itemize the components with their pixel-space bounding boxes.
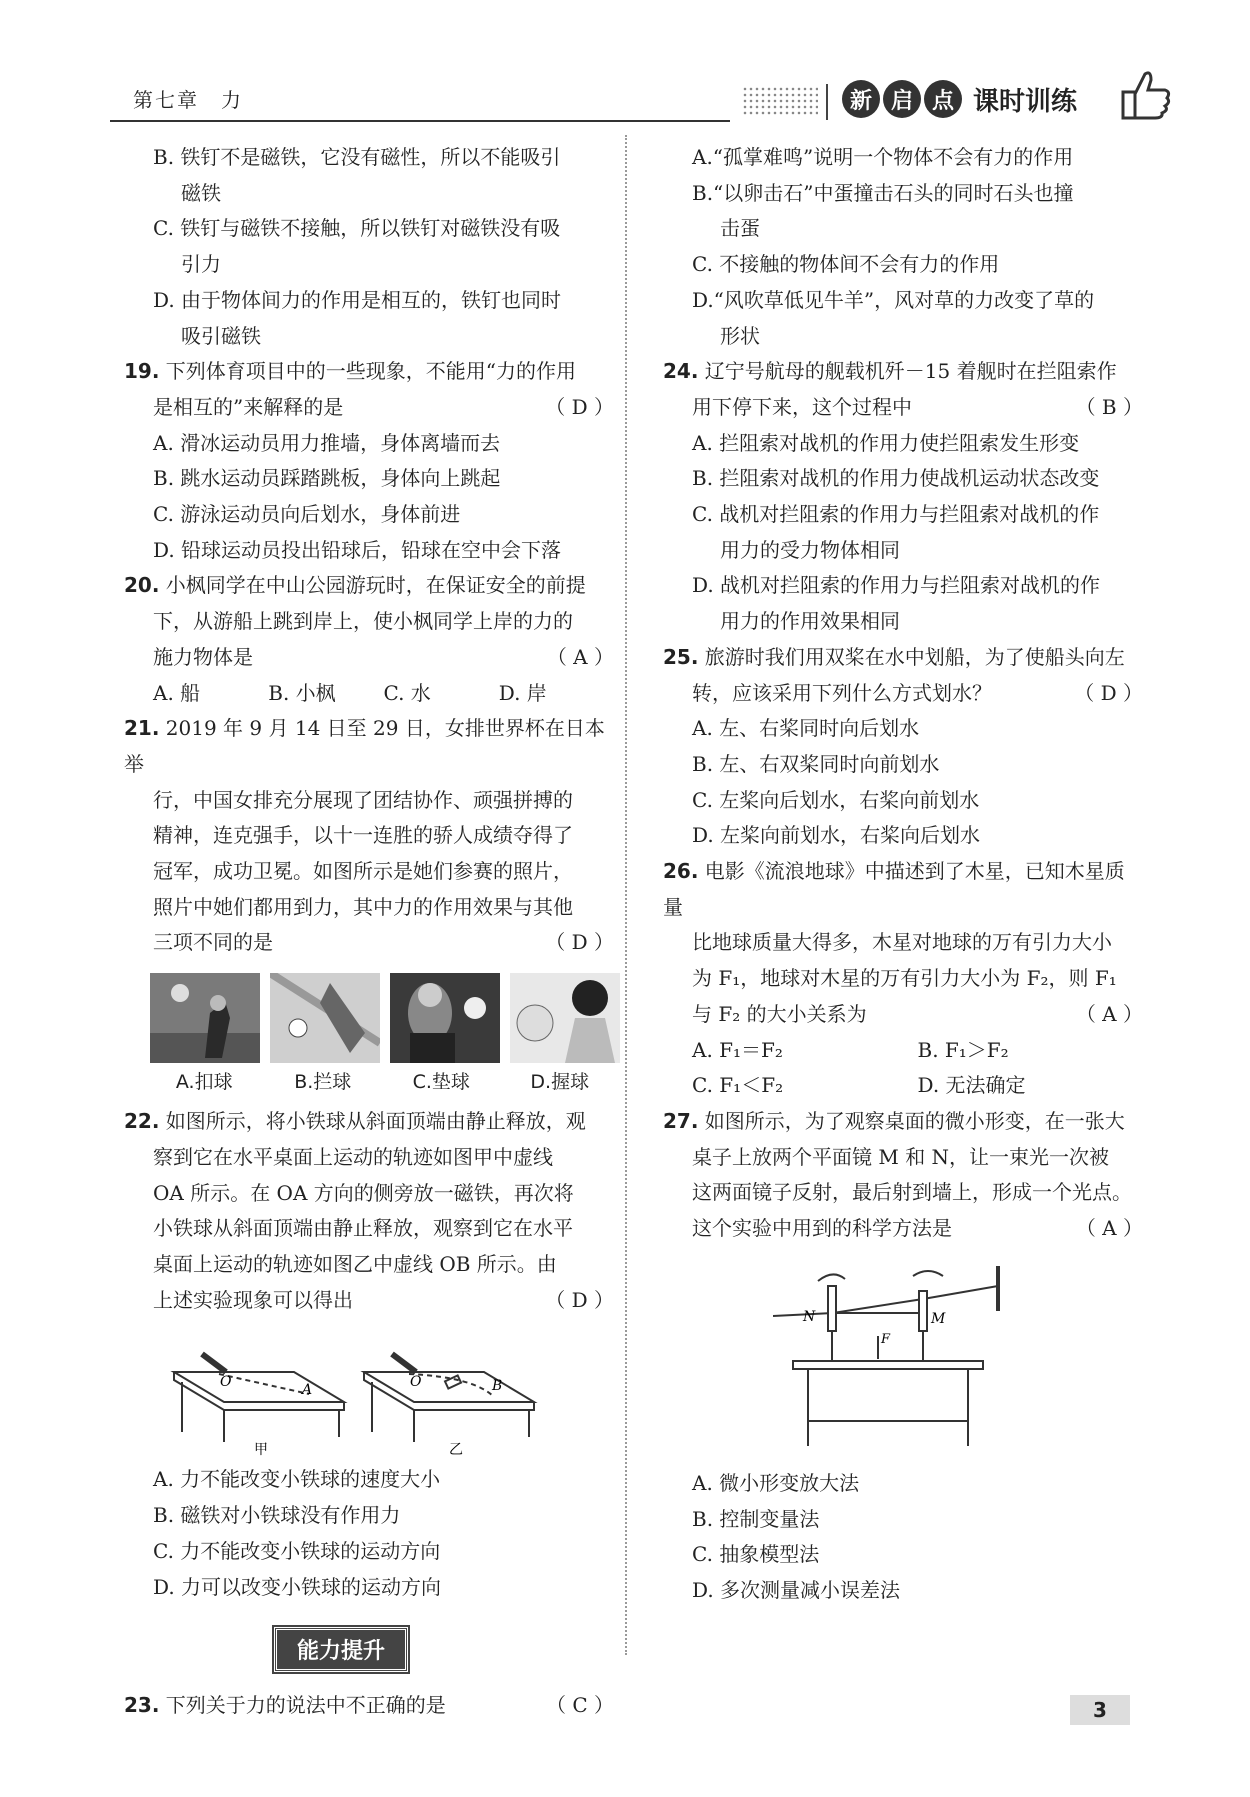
caption-a: A.扣球	[175, 1071, 233, 1094]
q25-option: C. 左桨向后划水，右桨向前划水	[692, 787, 980, 812]
q18-option-d-cont: 吸引磁铁	[181, 323, 261, 348]
header-divider	[826, 84, 828, 120]
q22-option: D. 力可以改变小铁球的运动方向	[153, 1574, 442, 1599]
q19-option: C. 游泳运动员向后划水，身体前进	[153, 502, 461, 527]
q26-stem-line: 比地球质量大得多，木星对地球的万有引力大小	[692, 930, 1112, 955]
caption-d: D.握球	[530, 1071, 590, 1094]
q21-stem-line: 冠军，成功卫冕。如图所示是她们参赛的照片，	[153, 859, 573, 884]
question-20	[124, 568, 614, 711]
q25-answer: （ D ）	[1074, 680, 1143, 705]
q20-stem-line: 施力物体是	[153, 644, 253, 669]
chapter-title: 第七章 力	[133, 88, 243, 112]
photo-spike	[150, 973, 260, 1063]
q18-option-b: B. 铁钉不是磁铁，它没有磁性，所以不能吸引	[153, 145, 561, 169]
q24-option: B. 拦阻索对战机的作用力使战机运动状态改变	[692, 466, 1100, 491]
q25-option: B. 左、右双桨同时向前划水	[692, 751, 940, 776]
q19-stem-line: 是相互的”来解释的是	[153, 394, 344, 419]
q18-option-d: D. 由于物体间力的作用是相互的，铁钉也同时	[153, 287, 562, 312]
brand-char-3: 点	[924, 80, 962, 118]
q19-option: B. 跳水运动员踩踏跳板，身体向上跳起	[153, 466, 501, 491]
question-26	[663, 854, 1143, 1104]
q23-option-d: D.“风吹草低见牛羊”，风对草的力改变了草的	[692, 287, 1095, 312]
q22-figure	[164, 1332, 564, 1457]
q22-number: 22.	[124, 1109, 160, 1134]
q23-option-b-cont: 击蛋	[720, 216, 760, 241]
q26-answer: （ A ）	[1075, 1001, 1143, 1026]
question-21	[124, 711, 614, 1094]
q22-option: C. 力不能改变小铁球的运动方向	[153, 1538, 441, 1563]
q22-label-o: O	[410, 1374, 422, 1391]
q27-answer: （ A ）	[1075, 1216, 1143, 1241]
thumbs-up-icon	[1115, 66, 1175, 122]
header-rule	[110, 120, 730, 122]
q27-number: 27.	[663, 1108, 699, 1133]
q18-option-c-cont: 引力	[181, 252, 221, 277]
q26-option: C. F₁＜F₂	[692, 1073, 784, 1098]
q22-option: A. 力不能改变小铁球的速度大小	[153, 1467, 441, 1492]
q22-stem-line: 小铁球从斜面顶端由静止释放，观察到它在水平	[153, 1216, 573, 1241]
q26-stem-line: 与 F₂ 的大小关系为	[692, 1001, 867, 1026]
q20-option: D. 岸	[498, 680, 547, 705]
q27-stem-line: 这两面镜子反射，最后射到墙上，形成一个光点。	[692, 1180, 1132, 1205]
right-column	[663, 140, 1143, 1609]
question-25	[663, 640, 1143, 854]
q20-option: C. 水	[383, 680, 431, 705]
q19-option: A. 滑冰运动员用力推墙，身体离墙而去	[153, 430, 501, 455]
brand-tail: 课时训练	[973, 86, 1078, 117]
caption-b: B.拦球	[294, 1071, 352, 1094]
q23-option-c: C. 不接触的物体间不会有力的作用	[692, 252, 1000, 277]
q20-option: B. 小枫	[268, 680, 336, 705]
q27-stem-line: 这个实验中用到的科学方法是	[692, 1216, 952, 1241]
question-22	[124, 1104, 614, 1605]
q21-stem-line: 照片中她们都用到力，其中力的作用效果与其他	[153, 894, 573, 919]
q22-stem-line: 察到它在水平桌面上运动的轨迹如图甲中虚线	[153, 1144, 553, 1169]
q23-stem-line: 下列关于力的说法中不正确的是	[165, 1693, 446, 1718]
q19-number: 19.	[124, 359, 160, 384]
question-23	[124, 1688, 614, 1724]
q25-option: A. 左、右桨同时向后划水	[692, 716, 920, 741]
question-19	[124, 354, 614, 568]
page-number: 3	[1070, 1695, 1130, 1725]
q24-option-cont: 用力的作用效果相同	[720, 609, 900, 634]
q23-number: 23.	[124, 1693, 160, 1718]
q26-option: B. F₁＞F₂	[917, 1037, 1009, 1062]
q22-option: B. 磁铁对小铁球没有作用力	[153, 1503, 401, 1528]
photo-hold	[510, 973, 620, 1063]
q22-stem-line: 如图所示，将小铁球从斜面顶端由静止释放，观	[165, 1109, 586, 1134]
q20-stem-line: 下，从游船上跳到岸上，使小枫同学上岸的力的	[153, 609, 573, 634]
q25-option: D. 左桨向前划水，右桨向后划水	[692, 823, 981, 848]
q19-stem-line: 下列体育项目中的一些现象，不能用“力的作用	[165, 359, 577, 384]
q24-answer: （ B ）	[1075, 394, 1143, 419]
q21-stem-line: 三项不同的是	[153, 930, 273, 955]
q27-stem-line: 如图所示，为了观察桌面的微小形变，在一张大	[704, 1108, 1125, 1133]
q19-answer: （ D ）	[545, 394, 614, 419]
q27-figure	[773, 1261, 1013, 1451]
q26-option: A. F₁＝F₂	[692, 1037, 783, 1062]
section-heading: 能力提升	[274, 1627, 408, 1672]
q26-options-row	[663, 1033, 1143, 1069]
brand-char-2: 启	[883, 80, 921, 118]
q27-stem-line: 桌子上放两个平面镜 M 和 N，让一束光一次被	[692, 1144, 1110, 1169]
q25-stem-line: 转，应该采用下列什么方式划水？	[692, 680, 992, 705]
q24-number: 24.	[663, 359, 699, 384]
q20-stem-line: 小枫同学在中山公园游玩时，在保证安全的前提	[165, 573, 586, 598]
q27-option: B. 控制变量法	[692, 1506, 820, 1531]
q27-label-m: M	[931, 1310, 946, 1327]
q20-answer: （ A ）	[546, 644, 614, 669]
q24-option: C. 战机对拦阻索的作用力与拦阻索对战机的作	[692, 502, 1100, 527]
q21-stem-line: 精神，连克强手，以十一连胜的骄人成绩夺得了	[153, 823, 573, 848]
q22-stem-line: 上述实验现象可以得出	[153, 1287, 353, 1312]
brand-logo	[842, 80, 1077, 118]
q21-number: 21.	[124, 716, 160, 741]
q22-label-o: O	[220, 1374, 232, 1391]
q25-stem-line: 旅游时我们用双桨在水中划船，为了使船头向左	[704, 644, 1125, 669]
q27-option: A. 微小形变放大法	[692, 1470, 860, 1495]
q22-label-a: A	[302, 1382, 313, 1399]
q20-number: 20.	[124, 573, 160, 598]
photo-captions	[150, 1067, 614, 1094]
q21-answer: （ D ）	[545, 930, 614, 955]
q22-fig-label-b: 乙	[449, 1442, 463, 1458]
q20-options	[124, 676, 614, 712]
q22-stem-line: OA 所示。在 OA 方向的侧旁放一磁铁，再次将	[153, 1180, 574, 1205]
q26-stem-line: 电影《流浪地球》中描述到了木星，已知木星质量	[663, 859, 1125, 919]
q27-option: C. 抽象模型法	[692, 1542, 820, 1567]
q20-option: A. 船	[153, 680, 201, 705]
q26-options-row	[663, 1068, 1143, 1104]
q26-stem-line: 为 F₁，地球对木星的万有引力大小为 F₂，则 F₁	[692, 966, 1117, 991]
volleyball-photos	[150, 973, 614, 1063]
question-27	[663, 1104, 1143, 1609]
q25-number: 25.	[663, 644, 699, 669]
photo-block	[270, 973, 380, 1063]
q23-option-a: A.“孤掌难鸣”说明一个物体不会有力的作用	[692, 145, 1074, 169]
q19-option: D. 铅球运动员投出铅球后，铅球在空中会下落	[153, 537, 562, 562]
q24-stem-line: 辽宁号航母的舰载机歼－15 着舰时在拦阻索作	[704, 359, 1117, 384]
q21-stem-line: 行，中国女排充分展现了团结协作、顽强拼搏的	[153, 787, 573, 812]
caption-c: C.垫球	[412, 1071, 470, 1094]
q22-answer: （ D ）	[545, 1287, 614, 1312]
q26-option: D. 无法确定	[917, 1073, 1026, 1098]
header-dots	[742, 86, 818, 116]
q22-label-b: B	[492, 1378, 503, 1395]
q18-option-b-cont: 磁铁	[181, 180, 221, 205]
q24-option: D. 战机对拦阻索的作用力与拦阻索对战机的作	[692, 573, 1101, 598]
q27-label-n: N	[803, 1308, 816, 1325]
q24-option-cont: 用力的受力物体相同	[720, 537, 900, 562]
brand-char-1: 新	[842, 80, 880, 118]
column-divider	[625, 135, 627, 1655]
q23-option-d-cont: 形状	[720, 323, 760, 348]
left-column	[124, 140, 614, 1724]
q27-option: D. 多次测量减小误差法	[692, 1577, 901, 1602]
q23-option-b: B.“以卵击石”中蛋撞击石头的同时石头也撞	[692, 180, 1074, 205]
q23-answer: （ C ）	[545, 1693, 614, 1718]
q24-stem-line: 用下停下来，这个过程中	[692, 394, 912, 419]
q22-fig-label-a: 甲	[254, 1442, 268, 1458]
question-24	[663, 354, 1143, 640]
q24-option: A. 拦阻索对战机的作用力使拦阻索发生形变	[692, 430, 1080, 455]
q26-number: 26.	[663, 859, 699, 884]
q27-label-f: F	[881, 1331, 891, 1347]
q22-stem-line: 桌面上运动的轨迹如图乙中虚线 OB 所示。由	[153, 1251, 557, 1276]
q18-option-c: C. 铁钉与磁铁不接触，所以铁钉对磁铁没有吸	[153, 216, 561, 241]
photo-dig	[390, 973, 500, 1063]
q21-stem-line: 2019 年 9 月 14 日至 29 日，女排世界杯在日本举	[124, 716, 605, 776]
